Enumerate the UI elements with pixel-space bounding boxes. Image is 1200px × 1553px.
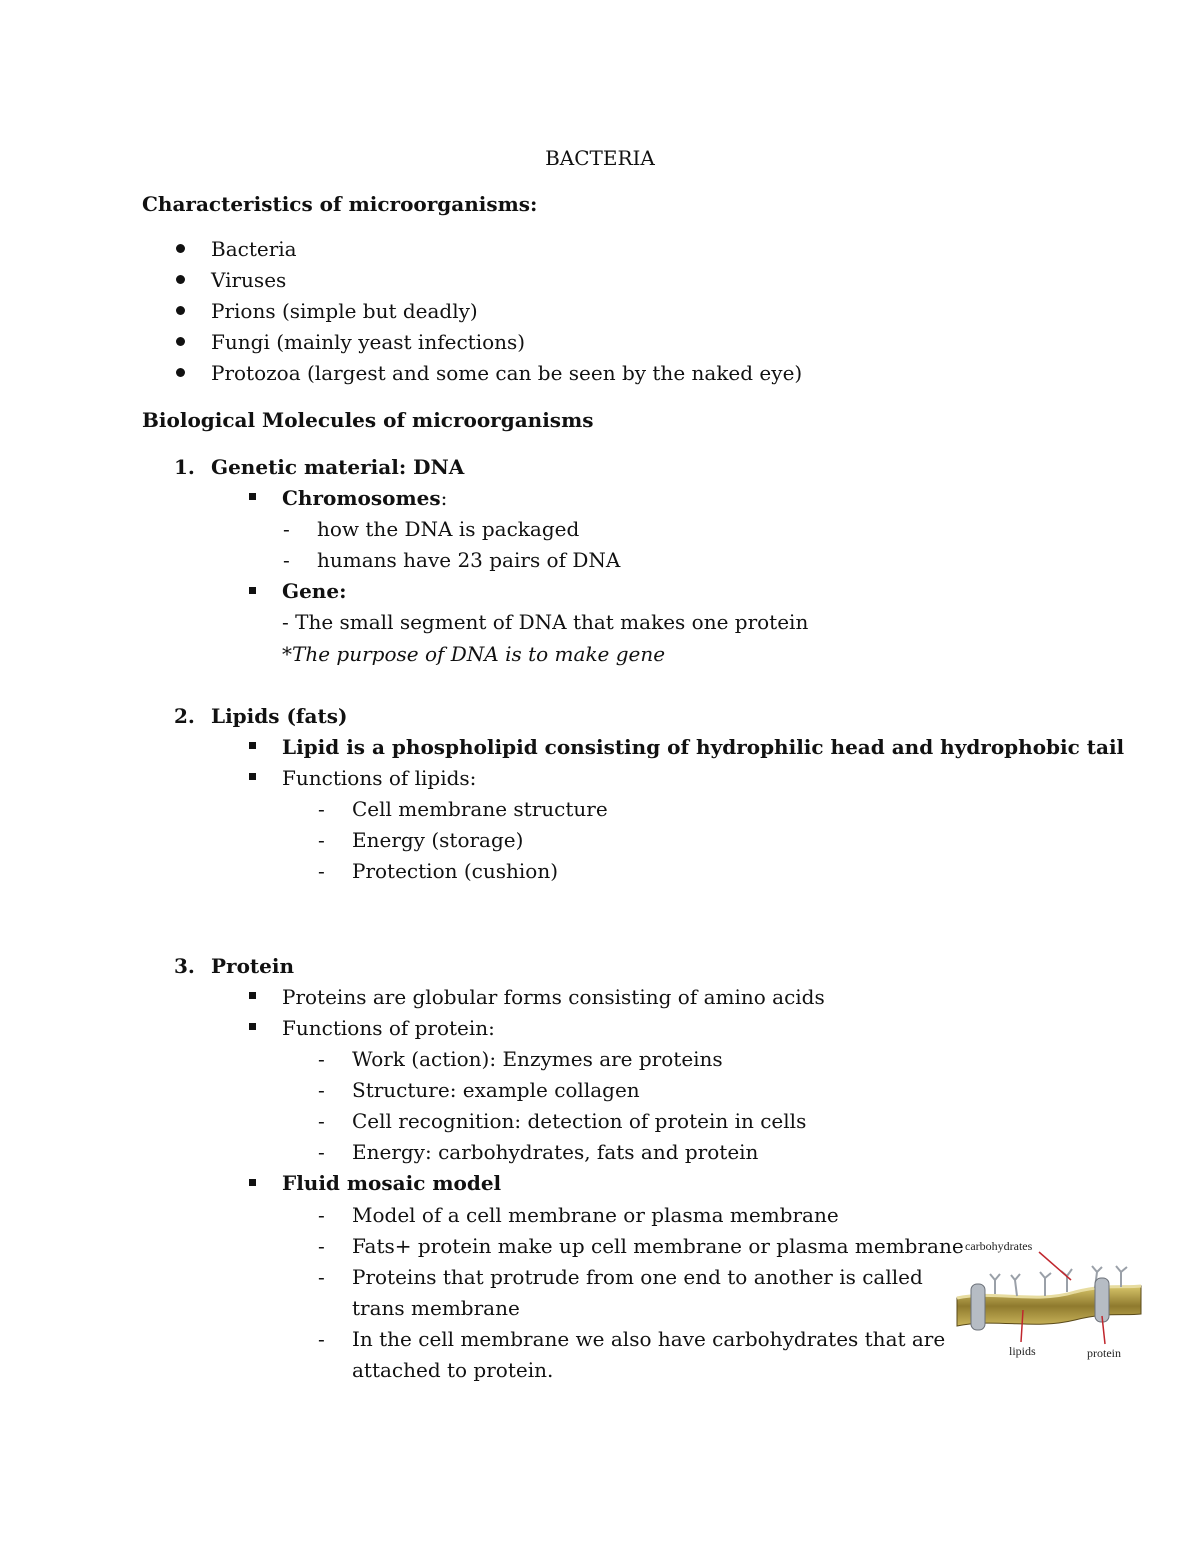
bullet-icon [176, 306, 185, 315]
list-item: Proteins that protrude from one end to another is called [352, 1265, 923, 1289]
list-item: Model of a cell membrane or plasma membrane [352, 1203, 839, 1227]
list-item: Protozoa (largest and some can be seen by the naked eye) [211, 361, 803, 385]
dash-icon: - [318, 859, 325, 883]
gene-note: *The purpose of DNA is to make gene [282, 642, 666, 666]
list-item: Work (action): Enzymes are proteins [352, 1047, 723, 1071]
dash-icon: - [318, 828, 325, 852]
dash-icon: - [283, 548, 290, 572]
fluid-mosaic-label: Fluid mosaic model [282, 1171, 502, 1195]
square-bullet-icon [249, 1023, 256, 1030]
list-item: Viruses [211, 268, 287, 292]
item-title-protein: Protein [211, 954, 295, 978]
bullet-icon [176, 275, 185, 284]
square-bullet-icon [249, 493, 256, 500]
dash-icon: - [318, 1047, 325, 1071]
square-bullet-icon [249, 587, 256, 594]
square-bullet-icon [249, 773, 256, 780]
dash-icon: - [318, 1234, 325, 1258]
list-item: Energy: carbohydrates, fats and protein [352, 1140, 759, 1164]
list-item: Cell membrane structure [352, 797, 608, 821]
square-bullet-icon [249, 992, 256, 999]
list-item-continued: trans membrane [352, 1296, 520, 1320]
label-lipids: lipids [1009, 1344, 1036, 1358]
dash-icon: - [283, 517, 290, 541]
list-item: Structure: example collagen [352, 1078, 640, 1102]
page-title: BACTERIA [545, 146, 655, 170]
dash-icon: - [318, 1327, 325, 1351]
list-item: how the DNA is packaged [317, 517, 580, 541]
bullet-icon [176, 368, 185, 377]
gene-label: Gene: [282, 579, 347, 603]
dash-icon: - [318, 1265, 325, 1289]
section-heading-characteristics: Characteristics of microorganisms: [142, 192, 538, 216]
bullet-icon [176, 244, 185, 253]
square-bullet-icon [249, 742, 256, 749]
list-item: Cell recognition: detection of protein in cells [352, 1109, 807, 1133]
dash-icon: - [318, 1140, 325, 1164]
gene-text: - The small segment of DNA that makes one protein [282, 610, 809, 634]
bullet-icon [176, 337, 185, 346]
dash-icon: - [318, 1078, 325, 1102]
section-heading-biological-molecules: Biological Molecules of microorganisms [142, 408, 594, 432]
item-number: 2. [174, 704, 195, 728]
item-number: 3. [174, 954, 195, 978]
dash-icon: - [318, 1203, 325, 1227]
item-title-genetic-material: Genetic material: DNA [211, 455, 465, 479]
chromosomes-label: Chromosomes [282, 486, 441, 510]
item-title-lipids: Lipids (fats) [211, 704, 348, 728]
cell-membrane-diagram [955, 1234, 1145, 1364]
list-item-continued: attached to protein. [352, 1358, 554, 1382]
square-bullet-icon [249, 1179, 256, 1186]
list-item: Protection (cushion) [352, 859, 558, 883]
item-number: 1. [174, 455, 195, 479]
chromosomes-line [282, 485, 447, 511]
list-item: In the cell membrane we also have carbohydrates that are [352, 1327, 946, 1351]
label-carbohydrates: carbohydrates [965, 1239, 1033, 1253]
lipid-functions-label: Functions of lipids: [282, 766, 477, 790]
list-item: Energy (storage) [352, 828, 524, 852]
list-item: humans have 23 pairs of DNA [317, 548, 621, 572]
protein-definition: Proteins are globular forms consisting of amino acids [282, 985, 825, 1009]
list-item: Bacteria [211, 237, 297, 261]
label-protein: protein [1087, 1346, 1121, 1360]
dash-icon: - [318, 1109, 325, 1133]
lipid-definition: Lipid is a phospholipid consisting of hydrophilic head and hydrophobic tail [282, 735, 1125, 759]
list-item: Prions (simple but deadly) [211, 299, 478, 323]
dash-icon: - [318, 797, 325, 821]
list-item: Fats+ protein make up cell membrane or plasma membrane [352, 1234, 964, 1258]
chromosomes-colon: : [440, 486, 448, 510]
list-item: Fungi (mainly yeast infections) [211, 330, 526, 354]
protein-functions-label: Functions of protein: [282, 1016, 495, 1040]
